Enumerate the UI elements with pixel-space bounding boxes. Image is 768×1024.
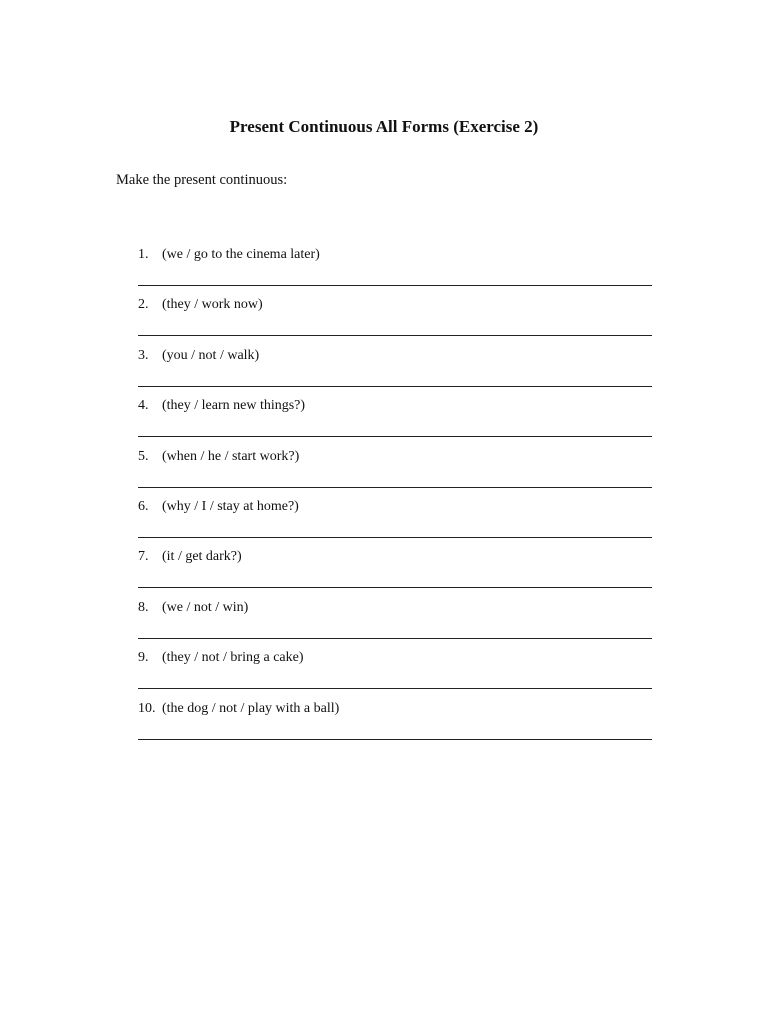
- item-number: 10.: [138, 700, 156, 716]
- item-number: 8.: [138, 599, 149, 615]
- exercise-item-9: [138, 647, 652, 697]
- answer-line: [138, 436, 652, 437]
- answer-line: [138, 587, 652, 588]
- exercise-item-1: [138, 244, 652, 294]
- item-number: 7.: [138, 549, 149, 565]
- item-prompt: (they / learn new things?): [162, 398, 306, 414]
- exercise-item-4: [138, 395, 652, 445]
- answer-line: [138, 688, 652, 689]
- item-prompt: (the dog / not / play with a ball): [162, 700, 340, 716]
- item-prompt: (it / get dark?): [162, 549, 242, 565]
- exercise-item-2: [138, 294, 652, 344]
- item-prompt: (they / work now): [162, 297, 263, 313]
- page-title: Present Continuous All Forms (Exercise 2): [229, 117, 539, 136]
- instruction-text: Make the present continuous:: [116, 172, 288, 188]
- answer-line: [138, 487, 652, 488]
- item-number: 6.: [138, 498, 149, 514]
- answer-line: [138, 739, 652, 740]
- answer-line: [138, 638, 652, 639]
- item-number: 5.: [138, 448, 149, 464]
- exercise-list: [138, 244, 652, 748]
- exercise-item-6: [138, 496, 652, 546]
- item-prompt: (you / not / walk): [162, 347, 260, 363]
- item-prompt: (we / go to the cinema later): [162, 247, 320, 262]
- item-prompt: (they / not / bring a cake): [162, 650, 304, 666]
- item-number: 2.: [138, 297, 149, 313]
- item-number: 3.: [138, 347, 149, 363]
- item-number: 9.: [138, 650, 149, 666]
- answer-line: [138, 537, 652, 538]
- exercise-item-7: [138, 546, 652, 596]
- exercise-item-5: [138, 446, 652, 496]
- exercise-item-8: [138, 597, 652, 647]
- answer-line: [138, 386, 652, 387]
- item-number: 1.: [138, 247, 149, 262]
- item-number: 4.: [138, 398, 149, 414]
- item-prompt: (why / I / stay at home?): [162, 498, 299, 514]
- exercise-item-10: [138, 698, 652, 748]
- answer-line: [138, 335, 652, 336]
- item-prompt: (we / not / win): [162, 599, 249, 615]
- answer-line: [138, 285, 652, 286]
- item-prompt: (when / he / start work?): [162, 448, 300, 464]
- exercise-item-3: [138, 345, 652, 395]
